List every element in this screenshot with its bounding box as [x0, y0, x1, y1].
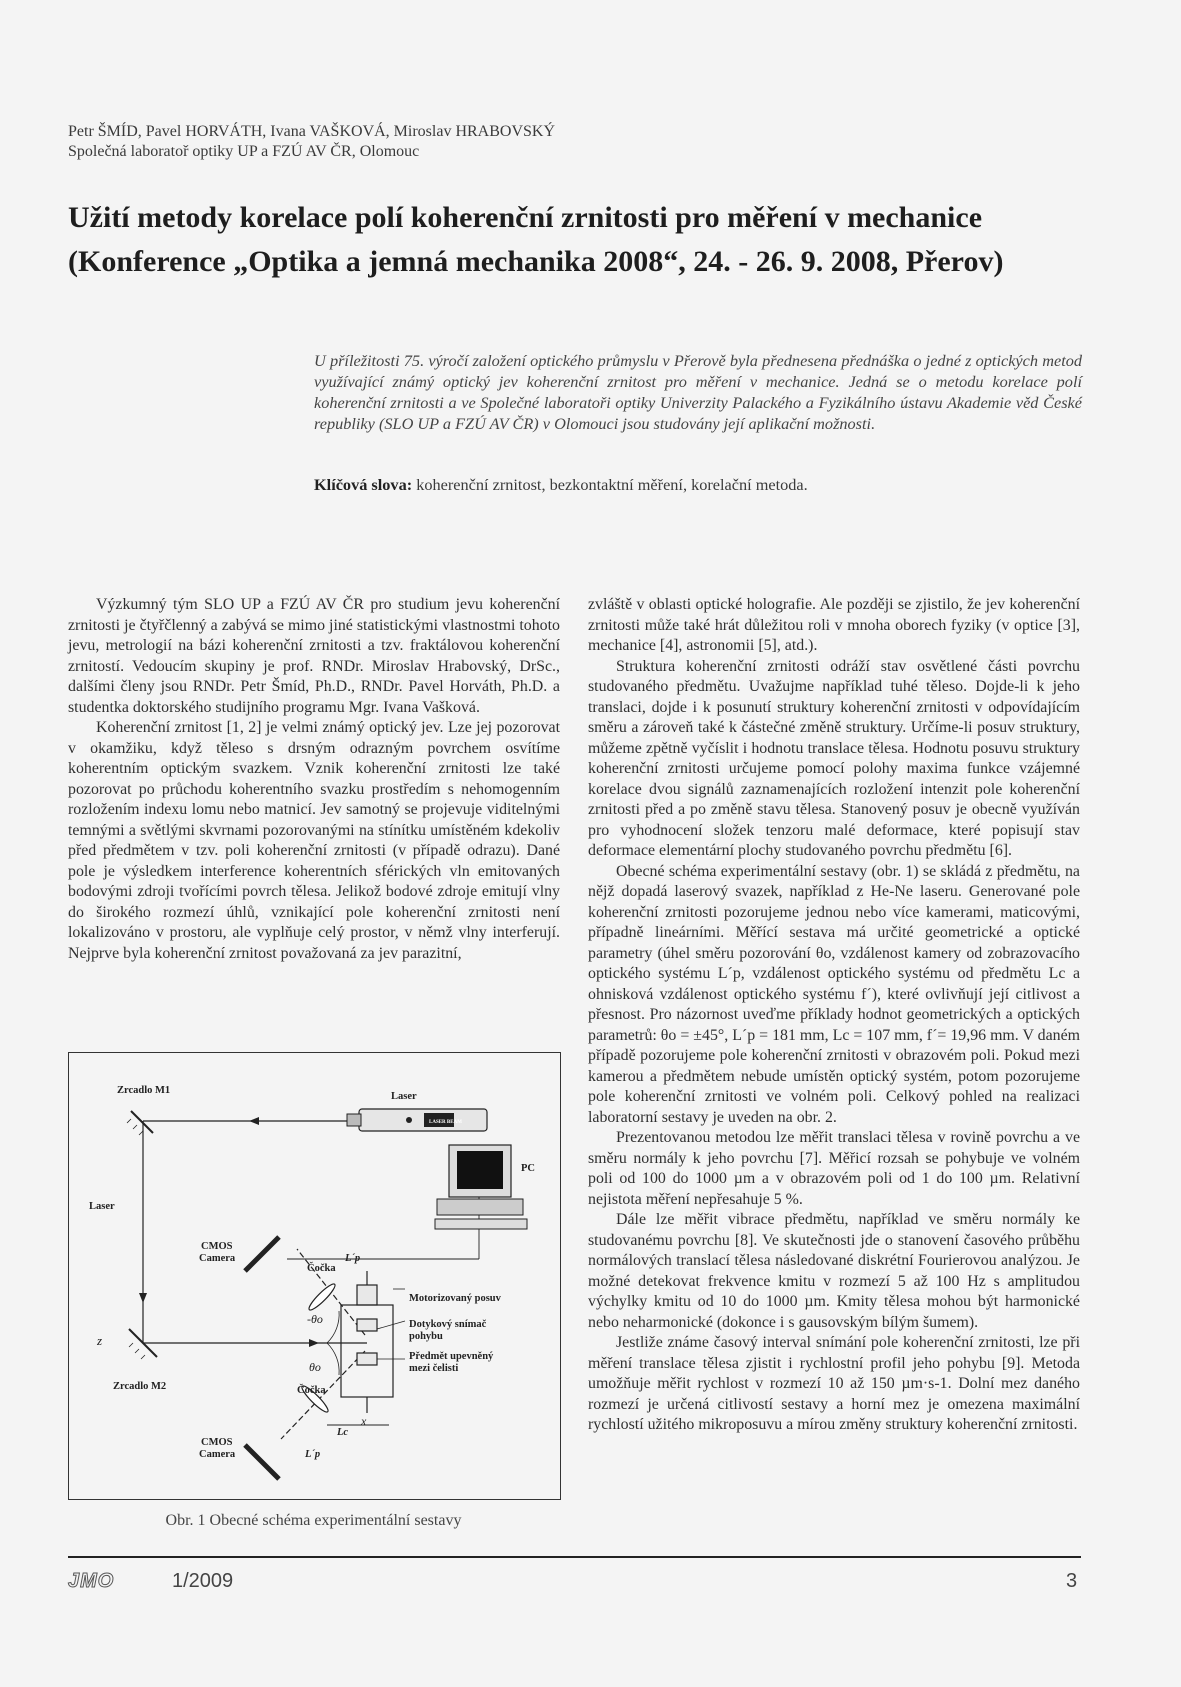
- label-probe-1: Dotykový snímač: [409, 1319, 487, 1330]
- keywords-text: koherenční zrnitost, bezkontaktní měření, korelační metoda.: [416, 475, 808, 494]
- setup-diagram-svg: [69, 1053, 560, 1499]
- footer-rule: [68, 1556, 1081, 1558]
- label-mirror-m2: Zrcadlo M2: [113, 1381, 167, 1392]
- label-x-axis: x: [361, 1414, 367, 1428]
- label-lens-top: Čočka: [307, 1263, 336, 1274]
- label-z-axis: z: [97, 1333, 103, 1348]
- keywords: [314, 475, 1082, 495]
- paragraph: Výzkumný tým SLO UP a FZÚ AV ČR pro studium jevu koherenční zrnitosti je čtyřčlenný a zabývá se mimo jiné statistickými vlastnostmi tohoto jevu, metrologií na bázi koherenční zrnitosti a tzv. fraktálovou koherenční zrnitostí. Vedoucím skupiny je prof. RNDr. Miroslav Hrabovský, DrSc., dalšími členy jsou RNDr. Petr Šmíd, Ph.D., RNDr. Pavel Horváth, Ph.D. a studentka doktorského studijního programu Mgr. Ivana Vašková.: [68, 596, 560, 716]
- camera-icon: [245, 1237, 279, 1479]
- label-cmos-bottom: CMOS: [201, 1437, 233, 1448]
- arrow-right: [309, 1339, 319, 1347]
- stage-icon: [341, 1271, 393, 1413]
- article-title: [68, 196, 1128, 284]
- label-laser-beam: LASER BEAM: [429, 1120, 462, 1125]
- paragraph: Koherenční zrnitost [1, 2] je velmi známý optický jev. Lze jej pozorovat v okamžiku, když těleso s drsným odrazným povrchem osvítíme koherentním optickým svazkem. Vznik koherenční zrnitosti lze také pozorovat po průchodu koherentního svazku prostředím s nehomogenním rozložením indexu lomu nebo matnicí. Jev samotný se projevuje viditelnými temnými a světlými skvrnami pozorovanými na stínítku umístěném kdekoliv před předmětem v tzv. poli koherenční zrnitosti (v případě odrazu). Dané pole je výsledkem interference koherentních sférických vln emitovaných bodovými zdroji tvořícími povrch tělesa. Jelikož bodové zdroje emitují vlny do širokého rozmezí úhlů, vznikající pole koherenční zrnitosti není lokalizováno v prostoru, ale vyplňuje celý prostor, v němž vlny interferují. Nejprve byla koherenční zrnitost považovaná za jev parazitní,: [68, 719, 560, 962]
- paragraph: Struktura koherenční zrnitosti odráží stav osvětlené části povrchu studovaného předmětu. Uvažujme například tuhé těleso. Dojde-li k jeho translaci, dojde i k posunutí struktury koherenční zrnitosti v odpovídajícím směru a zároveň také k částečné změně struktury. Určíme-li posuv struktury, můžeme zpětně vyčíslit i hodnotu translace tělesa. Hodnotu posuvu struktury koherenční zrnitosti určujeme pomocí polohy maxima funkce vzájemné korelace dvou signálů zaznamenajících rozložení intenzit pole koherenční zrnitosti před a po změně stavu tělesa. Stanovený posuv je obecně využíván pro vyhodnocení složek tenzoru malé deformace, které popisují stav deformace elementární plochy studovaného povrchu předmětu [6].: [588, 657, 1080, 859]
- journal-logo: JMO: [68, 1570, 115, 1592]
- label-theta-pos: θo: [309, 1360, 321, 1374]
- label-lens-bottom: Čočka: [297, 1385, 326, 1396]
- label-laser-side: Laser: [89, 1201, 115, 1212]
- computer-icon: [435, 1145, 527, 1229]
- setup-diagram: [68, 1052, 561, 1500]
- paragraph: Obecné schéma experimentální sestavy (obr. 1) se skládá z předmětu, na nějž dopadá laserový svazek, například z He-Ne laseru. Generované pole koherenční zrnitosti pozorujeme jednou nebo více kamerami, maticovými, případně lineárními. Měřící sestava má určité geometrické a optické parametry (úhel směru pozorování θo, vzdálenost kamery od zobrazovacího optického systému L´p, vzdálenost optického systému od předmětu Lc a ohnisková vzdálenost optického systému f´), které ovlivňují její citlivost a přesnost. Pro názornost uveďme příklady hodnot geometrických a optických parametrů: θo = ±45°, L´p = 181 mm, Lc = 107 mm, f´= 19,96 mm. V daném případě pozorujeme pole koherenční zrnitosti v obrazovém poli. Pokud mezi kamerou a předmětem nebude umístěn optický systém, potom pozorujeme pole koherenční zrnitosti ve volném poli. Celkový pohled na realizaci laboratorní sestavy je uveden na obr. 2.: [588, 862, 1080, 1126]
- label-cmos-top: CMOS: [201, 1241, 233, 1252]
- paragraph: zvláště v oblasti optické holografie. Ale později se zjistilo, že jev koherenční zrnitosti může také hrát důležitou roli v mnoha oborech fyziky (v optice [3], mechanice [4], astronomii [5], atd.).: [588, 596, 1080, 654]
- abstract: U příležitosti 75. výročí založení optického průmyslu v Přerově byla přednesena přednáška o jedné z optických metod využívající známý optický jev koherenční zrnitost pro měření v mechanice. Jedná se o metodu korelace polí koherenční zrnitosti a ve Společné laboratoři optiky Univerzity Palackého a Fyzikálního ústavu Akademie věd České republiky (SLO UP a FZÚ AV ČR) v Olomouci jsou studovány její aplikační možnosti.: [314, 351, 1082, 433]
- mirror-m1: [131, 1111, 153, 1133]
- affiliation: Společná laboratoř optiky UP a FZÚ AV ČR, Olomouc: [68, 143, 420, 160]
- right-column: [588, 595, 1080, 1436]
- label-stage: Motorizovaný posuv: [409, 1293, 501, 1304]
- title-line-1: Užití metody korelace polí koherenční zrnitosti pro měření v mechanice: [68, 201, 983, 234]
- label-lp-bottom: L´p: [305, 1449, 321, 1460]
- authors: Petr ŠMÍD, Pavel HORVÁTH, Ivana VAŠKOVÁ, Miroslav HRABOVSKÝ: [68, 123, 556, 140]
- label-lp-top: L´p: [345, 1253, 361, 1264]
- label-object-2: mezi čelisti: [409, 1363, 459, 1374]
- arrow-left-top: [249, 1117, 259, 1125]
- keywords-label: Klíčová slova:: [314, 475, 413, 494]
- issue-number: 1/2009: [172, 1570, 234, 1592]
- laser-icon: [347, 1109, 487, 1131]
- label-mirror-m1: Zrcadlo M1: [117, 1085, 171, 1096]
- label-object-1: Předmět upevněný: [409, 1351, 494, 1362]
- page-number: 3: [1066, 1570, 1078, 1592]
- label-camera-top: Camera: [199, 1253, 236, 1264]
- paragraph: Dále lze měřit vibrace předmětu, například ve směru normály ke studovanému povrchu [8]. Ve skutečnosti jde o stanovení časového průběhu normálových translací tělesa následované diskrétní Fourierovou analýzou. Je možné detekovat frekvence kmitu v rozmezí 5 až 100 Hz s amplitudou výchylky kmitu od 10 do 1000 µm. Kmity tělesa mohou být harmonické nebo neharmonické (dokonce i s gausovským bílým šumem).: [588, 1211, 1080, 1331]
- label-laser-top: Laser: [391, 1091, 417, 1102]
- arrow-down: [139, 1293, 147, 1303]
- paragraph: Prezentovanou metodou lze měřit translaci tělesa v rovině povrchu a ve směru normály k jeho povrchu [7]. Měřicí rozsah se pohybuje ve volném poli od 100 do 1000 µm a v obrazovém poli od 1 do 100 µm. Relativní nejistota měření nepřesahuje 5 %.: [588, 1129, 1080, 1208]
- label-lc: Lc: [337, 1427, 349, 1438]
- title-line-2: (Konference „Optika a jemná mechanika 2008“, 24. - 26. 9. 2008, Přerov): [68, 245, 1004, 278]
- label-theta-neg: -θo: [307, 1312, 323, 1326]
- left-column: [68, 595, 560, 964]
- author-block: [68, 122, 555, 162]
- figure-caption: Obr. 1 Obecné schéma experimentální sestavy: [165, 1512, 462, 1529]
- label-probe-2: pohybu: [409, 1331, 443, 1342]
- paragraph: Jestliže známe časový interval snímání pole koherenční zrnitosti, lze při měření translace tělesa zjistit i rychlostní profil jeho pohybu [9]. Metoda umožňuje měřit rychlost v rozmezí 10 až 150 µm·s-1. Dolní mez daného rozmezí je určená citlivostí sestavy a horní mez je omezena maximální rychlostí užitého mikroposuvu a mírou změny struktury koherenční zrnitosti.: [588, 1334, 1080, 1433]
- label-pc: PC: [521, 1163, 535, 1174]
- label-camera-bottom: Camera: [199, 1449, 236, 1460]
